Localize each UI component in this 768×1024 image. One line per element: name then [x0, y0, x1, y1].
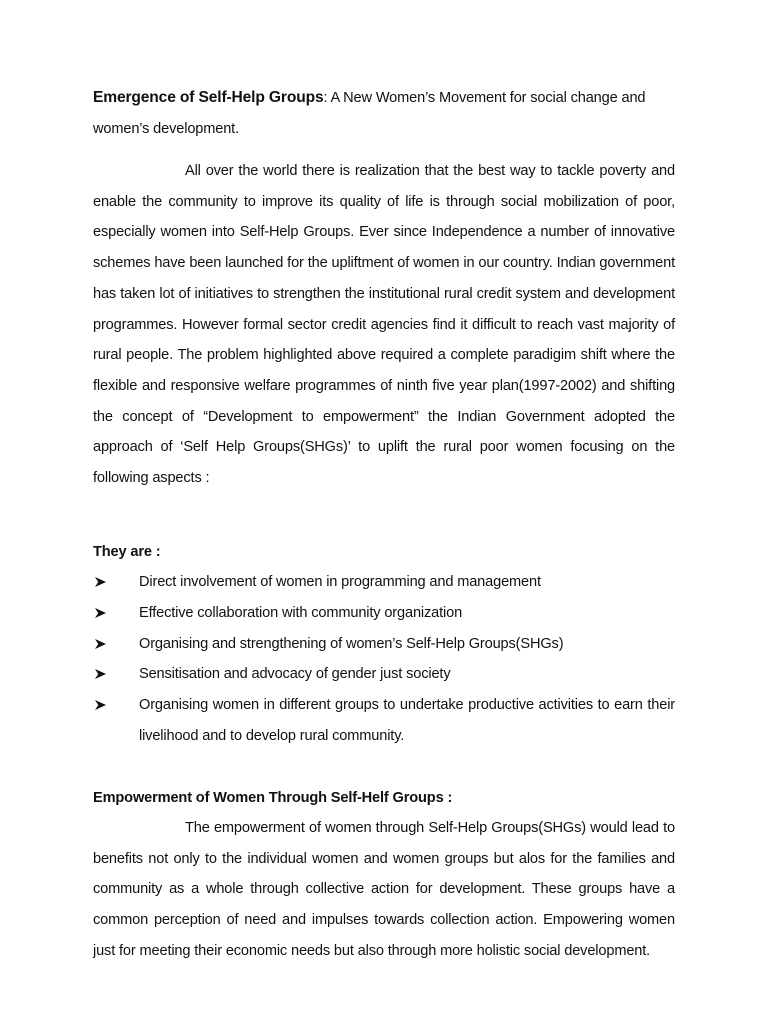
- list-item: [93, 598, 675, 629]
- arrowhead-bullet-icon: [94, 607, 107, 619]
- aspects-list: [93, 567, 675, 752]
- list-item: [93, 629, 675, 660]
- list-item: [93, 567, 675, 598]
- arrowhead-bullet-icon: [94, 638, 107, 650]
- list-item-text: Effective collaboration with community organization: [139, 604, 463, 621]
- list-item: [93, 690, 675, 752]
- list-item: [93, 659, 675, 690]
- title-subtitle-part: : A New Women’s Movement for social change and women’s development.: [93, 90, 646, 137]
- list-item-text: Organising and strengthening of women’s Self-Help Groups(SHGs): [139, 635, 564, 652]
- empowerment-paragraph: [93, 813, 675, 967]
- document-title: [93, 82, 675, 145]
- list-item-text: Sensitisation and advocacy of gender just society: [139, 666, 451, 683]
- section-heading: Empowerment of Women Through Self-Helf Groups :: [93, 790, 453, 806]
- they-are-label: They are :: [93, 544, 161, 560]
- list-item-text: Organising women in different groups to undertake productive activities to earn their livelihood and to develop rural community.: [139, 697, 675, 744]
- arrowhead-bullet-icon: [94, 576, 107, 588]
- intro-paragraph-text: All over the world there is realization that the best way to tackle poverty and enable the community to improve its quality of life is through social mobilization of poor, especially women into Self-Help Groups. Ever since Independence a number of innovative schemes have been launched for the upliftment of women in our country. Indian government has taken lot of initiatives to strengthen the institutional rural credit system and development programmes. However formal sector credit agencies find it difficult to reach vast majority of rural people. The problem highlighted above required a complete paradigim shift where the flexible and responsive welfare programmes of ninth five year plan(1997-2002) and shifting the concept of “Development to empowerment” the Indian Government adopted the approach of ‘Self Help Groups(SHGs)’ to uplift the rural poor women focusing on the following aspects :: [93, 163, 675, 487]
- arrowhead-bullet-icon: [94, 668, 107, 680]
- title-bold-part: Emergence of Self-Help Groups: [93, 89, 324, 106]
- empowerment-paragraph-text: The empowerment of women through Self-Help Groups(SHGs) would lead to benefits not only to the individual women and women groups but alos for the families and community as a whole through collective action for development. These groups have a common perception of need and impulses towards collection action. Empowering women just for meeting their economic needs but also through more holistic social development.: [93, 820, 675, 959]
- arrowhead-bullet-icon: [94, 699, 107, 711]
- intro-paragraph: [93, 156, 675, 494]
- list-item-text: Direct involvement of women in programming and management: [139, 574, 541, 590]
